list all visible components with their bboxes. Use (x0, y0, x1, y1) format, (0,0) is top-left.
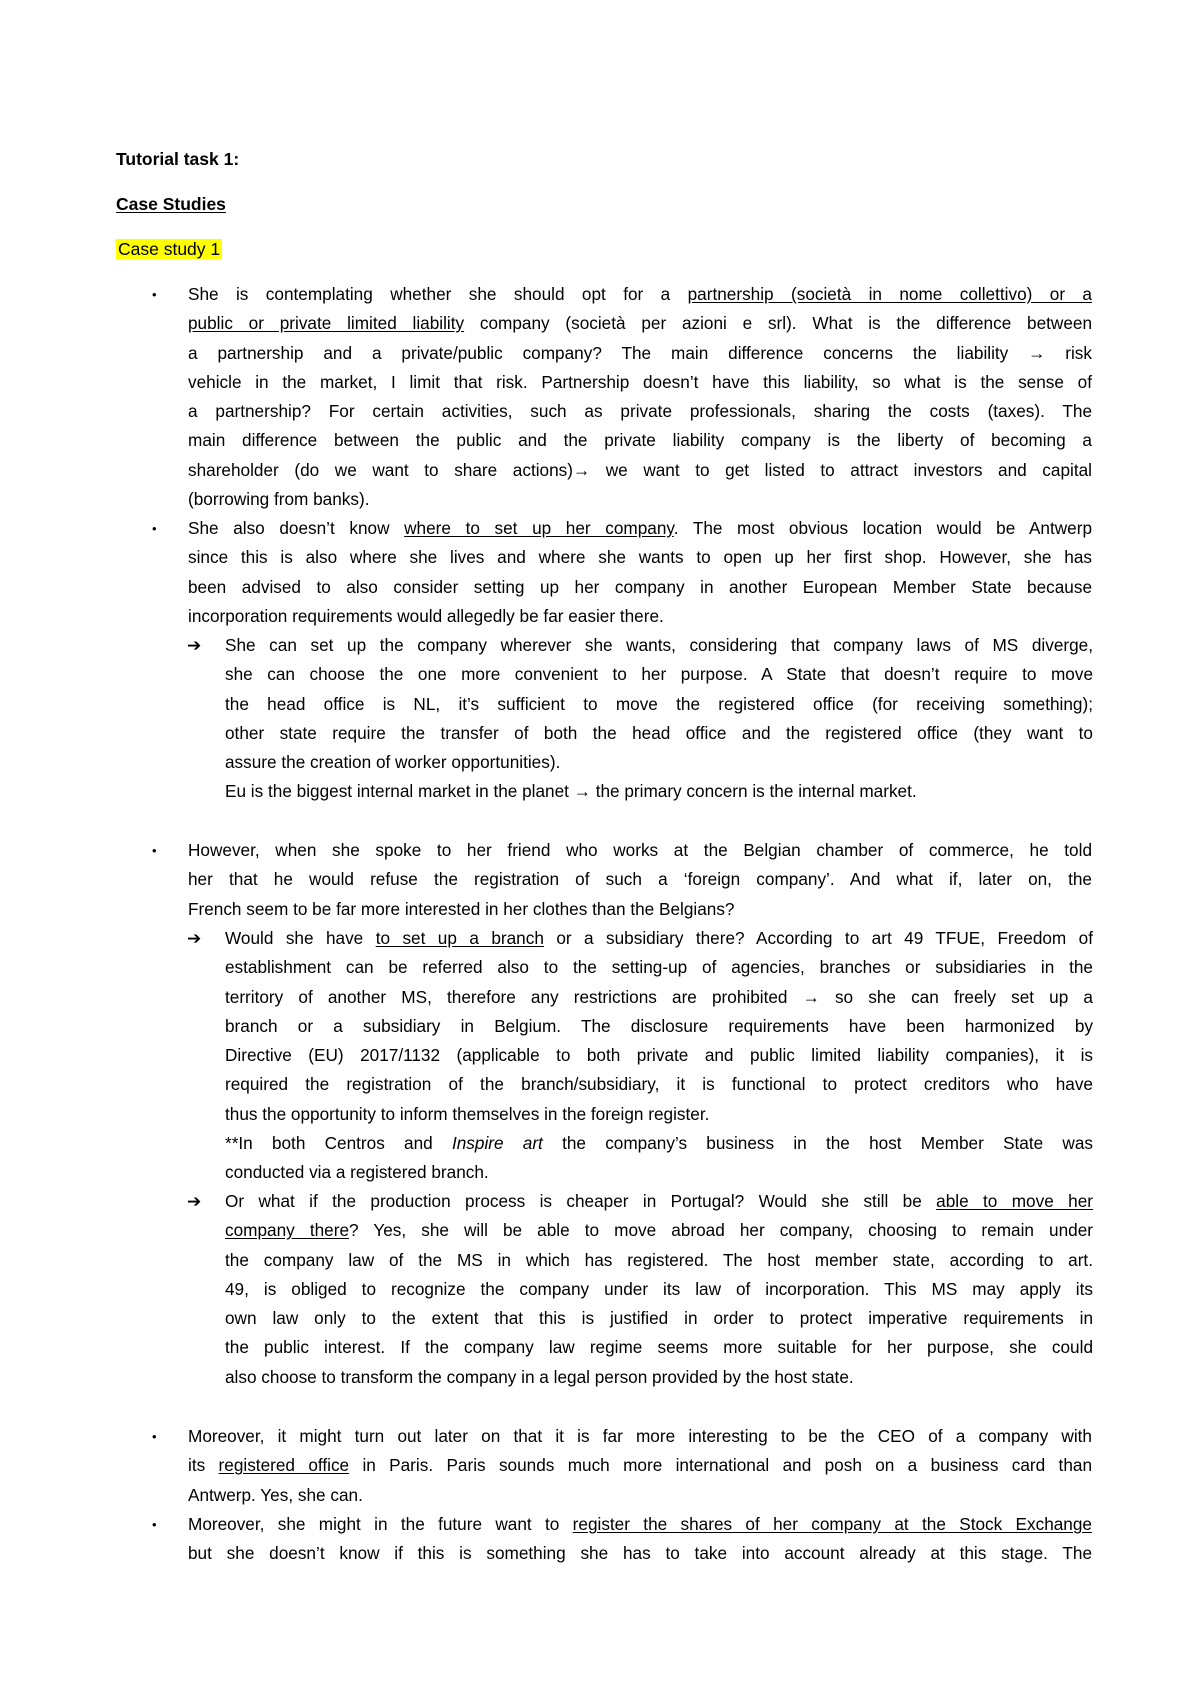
arrow-icon: ➔ (187, 636, 202, 655)
text-line: her that he would refuse the registration of such a ‘foreign company’. And what if, later on, the (188, 869, 1092, 890)
text-line: She also doesn’t know where to set up her company. The most obvious location would be Antwerp (188, 518, 1092, 538)
text-line: she can choose the one more convenient to her purpose. A State that doesn’t require to move (225, 664, 1093, 685)
text-line: its registered office in Paris. Paris sounds much more international and posh on a business card than (188, 1455, 1092, 1476)
text-line: Would she have to set up a branch or a subsidiary there? According to art 49 TFUE, Freedom of (225, 928, 1094, 948)
text-line: also choose to transform the company in a legal person provided by the host state. (225, 1366, 854, 1387)
paragraph-3 (188, 836, 1092, 924)
text-line: been advised to also consider setting up her company in another European Member State because (188, 576, 1092, 597)
text-line: Or what if the production process is cheaper in Portugal? Would she still be able to move her (225, 1191, 1093, 1211)
text-line: However, when she spoke to her friend who works at the Belgian chamber of commerce, he told (188, 840, 1092, 860)
bullet-icon: • (152, 287, 157, 302)
text-line: the company law of the MS in which has registered. The host member state, according to art. (225, 1249, 1093, 1270)
text-line: 49, is obliged to recognize the company under its law of incorporation. This MS may apply its (225, 1278, 1093, 1299)
text-line: branch or a subsidiary in Belgium. The disclosure requirements have been harmonized by (225, 1015, 1093, 1036)
section-title: Case Studies (116, 194, 226, 214)
text-line: Moreover, it might turn out later on that it is far more interesting to be the CEO of a company with (188, 1426, 1092, 1446)
arrow-icon: ➔ (187, 1192, 202, 1211)
text-line: assure the creation of worker opportunities). (225, 752, 561, 773)
text-line: a partnership and a private/public company? The main difference concerns the liability → risk (188, 342, 1092, 363)
text-line: conducted via a registered branch. (225, 1162, 489, 1183)
text-line: (borrowing from banks). (188, 489, 370, 510)
text-line: Antwerp. Yes, she can. (188, 1484, 363, 1505)
text-line: She is contemplating whether she should opt for a partnership (società in nome collettivo) or a (188, 284, 1092, 304)
text-line: shareholder (do we want to share actions)→ we want to get listed to attract investors and capital (188, 459, 1092, 480)
text-line: company there? Yes, she will be able to move abroad her company, choosing to remain under (225, 1220, 1093, 1241)
document-heading: Tutorial task 1: (116, 149, 240, 169)
text-line: Moreover, she might in the future want to register the shares of her company at the Stock Exchange (188, 1514, 1092, 1534)
text-line: a partnership? For certain activities, such as private professionals, sharing the costs (taxes). The (188, 401, 1092, 422)
paragraph-3-arrow-1 (225, 924, 1093, 1188)
text-line: incorporation requirements would allegedly be far easier there. (188, 605, 664, 626)
text-line: French seem to be far more interested in her clothes than the Belgians? (188, 898, 735, 919)
paragraph-5 (188, 1510, 1092, 1569)
text-line: Eu is the biggest internal market in the planet → the primary concern is the internal market. (225, 781, 917, 802)
paragraph-2 (188, 514, 1092, 631)
text-line: the public interest. If the company law regime seems more suitable for her purpose, she could (225, 1337, 1093, 1358)
text-line: establishment can be referred also to the setting-up of agencies, branches or subsidiaries in the (225, 957, 1093, 978)
text-line: public or private limited liability company (società per azioni e srl). What is the difference between (188, 313, 1093, 334)
text-line: Directive (EU) 2017/1132 (applicable to both private and public limited liability companies), it is (225, 1045, 1093, 1066)
text-line: main difference between the public and the private liability company is the liberty of becoming a (188, 430, 1092, 451)
text-line: required the registration of the branch/subsidiary, it is functional to protect creditors who have (225, 1074, 1093, 1095)
text-line: thus the opportunity to inform themselves in the foreign register. (225, 1103, 710, 1124)
text-line: other state require the transfer of both the head office and the registered office (they want to (225, 722, 1093, 743)
case-study-title (116, 237, 222, 261)
paragraph-4 (188, 1422, 1092, 1510)
bullet-icon: • (152, 1517, 157, 1532)
text-line: the head office is NL, it’s sufficient to move the registered office (for receiving something); (225, 693, 1093, 714)
text-line: since this is also where she lives and where she wants to open up her first shop. However, she has (188, 547, 1092, 568)
text-line: territory of another MS, therefore any restrictions are prohibited → so she can freely set up a (225, 986, 1093, 1007)
bullet-icon: • (152, 843, 157, 858)
arrow-icon: ➔ (187, 929, 202, 948)
text-line: vehicle in the market, I limit that risk. Partnership doesn’t have this liability, so what is the sense of (188, 371, 1092, 392)
text-line: **In both Centros and Inspire art the company’s business in the host Member State was (225, 1133, 1093, 1154)
bullet-icon: • (152, 1429, 157, 1444)
text-line: She can set up the company wherever she wants, considering that company laws of MS diverge, (225, 635, 1093, 655)
text-line: own law only to the extent that this is justified in order to protect imperative requirements in (225, 1308, 1093, 1329)
highlighted-case-title: Case study 1 (118, 239, 221, 259)
paragraph-1 (188, 280, 1092, 514)
paragraph-2-arrow (225, 631, 1093, 807)
bullet-icon: • (152, 521, 157, 536)
text-line: but she doesn’t know if this is something she has to take into account already at this stage. The (188, 1543, 1092, 1564)
paragraph-3-arrow-2 (225, 1187, 1093, 1392)
